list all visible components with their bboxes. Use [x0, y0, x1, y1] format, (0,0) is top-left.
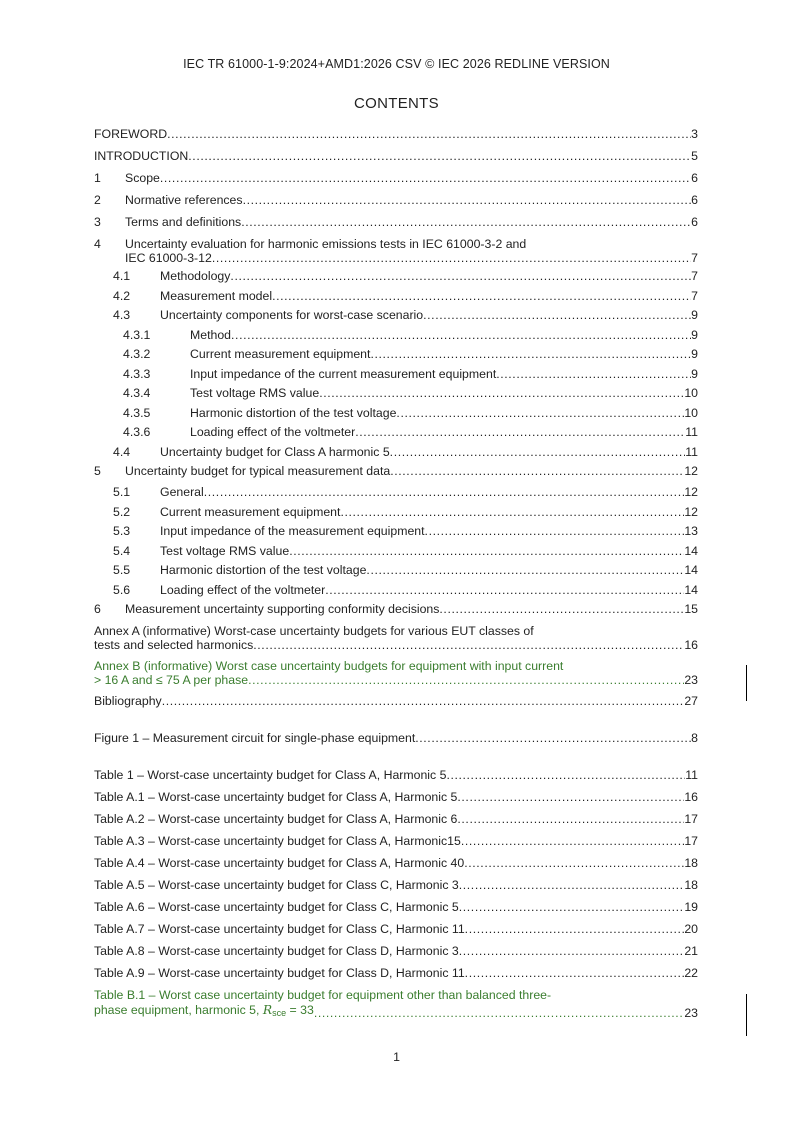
toc-entry-title: Loading effect of the voltmeter	[190, 425, 356, 439]
toc-entry-line	[94, 659, 698, 674]
toc-section-number: 4.3.5	[123, 405, 151, 420]
toc-leader	[459, 900, 685, 915]
toc-entry-title-line1: Table B.1 – Worst case uncertainty budget for equipment other than balanced three-	[94, 988, 552, 1002]
toc-page-number: 19	[684, 900, 698, 914]
toc-entry-title: Loading effect of the voltmeter	[160, 582, 326, 597]
toc-entry-title-line2: IEC 61000-3-12	[125, 251, 212, 265]
toc-entry-4-3-6[interactable]	[94, 425, 698, 440]
toc-section-number: 5.2	[113, 504, 131, 519]
toc-leader	[396, 406, 684, 421]
table-of-contents	[94, 125, 698, 1020]
toc-entry-line	[94, 624, 698, 639]
toc-entry-foreword[interactable]	[94, 127, 698, 142]
toc-page-number: 10	[684, 386, 698, 400]
toc-entry-title: FOREWORD	[94, 127, 168, 141]
toc-page-number: 18	[684, 856, 698, 870]
toc-entry-table-a8[interactable]	[94, 944, 698, 959]
toc-leader	[253, 639, 684, 652]
toc-page-number: 11	[685, 444, 698, 459]
toc-entry-title: Table A.6 – Worst-case uncertainty budget for Class C, Harmonic 5	[94, 900, 459, 914]
toc-entry-title: Input impedance of the measurement equipment	[160, 524, 425, 538]
toc-entry-title: Test voltage RMS value	[160, 543, 290, 558]
toc-page-number: 12	[684, 485, 698, 499]
toc-page-number: 7	[691, 269, 698, 283]
toc-section-number: 5.3	[113, 524, 131, 538]
toc-entry-title: Table 1 – Worst-case uncertainty budget for Class A, Harmonic 5	[94, 768, 447, 782]
toc-page-number: 9	[691, 366, 698, 381]
toc-entry-table-a5[interactable]	[94, 878, 698, 893]
toc-page-number: 5	[691, 149, 698, 163]
toc-section-number: 2	[94, 193, 101, 207]
toc-entry-table-a9[interactable]	[94, 966, 698, 981]
toc-entry-title-line2: tests and selected harmonics	[94, 638, 254, 652]
toc-entry-title: Uncertainty components for worst-case scenario	[160, 308, 424, 322]
toc-leader	[230, 269, 691, 284]
change-bar	[746, 994, 747, 1036]
toc-entry-title: Uncertainty budget for Class A harmonic 5	[160, 444, 390, 459]
toc-leader	[465, 922, 685, 937]
toc-entry-table-a3[interactable]	[94, 834, 698, 849]
toc-leader	[355, 425, 685, 440]
toc-page-number: 20	[684, 922, 698, 936]
toc-leader	[167, 127, 691, 142]
toc-entry-title: Current measurement equipment	[190, 347, 371, 361]
toc-entry-title-line2	[94, 1003, 314, 1020]
toc-page-number: 7	[691, 251, 698, 265]
toc-leader	[457, 790, 684, 805]
toc-section-number: 4.4	[113, 444, 131, 459]
toc-entry-table-a7[interactable]	[94, 922, 698, 937]
toc-entry-table-b1[interactable]	[94, 988, 698, 1020]
toc-entry-4-2[interactable]	[94, 289, 698, 304]
toc-entry-title: Harmonic distortion of the test voltage	[160, 563, 367, 577]
toc-entry-introduction[interactable]	[94, 149, 698, 164]
toc-section-number: 6	[94, 602, 101, 616]
toc-page-number: 6	[691, 215, 698, 229]
toc-entry-line	[94, 252, 698, 265]
toc-section-number: 5.5	[113, 563, 131, 577]
toc-entry-6[interactable]	[94, 602, 698, 617]
toc-entry-table-a4[interactable]	[94, 856, 698, 871]
toc-entry-line	[94, 674, 698, 687]
toc-entry-4-3-1[interactable]	[94, 328, 698, 343]
toc-entry-title-line1: Uncertainty evaluation for harmonic emissions tests in IEC 61000-3-2 and	[125, 237, 527, 251]
toc-entry-line	[94, 639, 698, 652]
toc-section-number: 1	[94, 171, 101, 185]
toc-entry-title: Harmonic distortion of the test voltage	[190, 405, 397, 420]
toc-entry-title: INTRODUCTION	[94, 149, 189, 163]
toc-entry-4-3-2[interactable]	[94, 347, 698, 362]
toc-leader	[457, 812, 684, 827]
toc-leader	[370, 347, 691, 362]
toc-entry-line	[94, 237, 698, 252]
toc-page-number: 16	[684, 790, 698, 804]
toc-entry-title: Methodology	[160, 269, 231, 283]
toc-entry-5[interactable]	[94, 464, 698, 479]
toc-leader	[319, 386, 684, 401]
toc-entry-4-3-3[interactable]	[94, 367, 698, 382]
toc-page-number: 6	[691, 193, 698, 207]
toc-leader	[289, 544, 684, 559]
toc-leader	[204, 485, 685, 500]
toc-entry-4-1[interactable]	[94, 269, 698, 284]
toc-section-number: 4.3.1	[123, 327, 151, 342]
toc-section-number: 4	[94, 237, 101, 251]
toc-entry-title: Table A.7 – Worst-case uncertainty budget for Class C, Harmonic 11	[94, 922, 465, 936]
toc-page-number: 9	[691, 308, 698, 322]
toc-entry-table-a2[interactable]	[94, 812, 698, 827]
toc-entry-title: Table A.1 – Worst-case uncertainty budget for Class A, Harmonic 5	[94, 790, 458, 804]
toc-leader	[390, 464, 684, 479]
toc-page-number: 13	[684, 524, 698, 538]
toc-page-number: 27	[684, 694, 698, 708]
toc-page-number: 22	[684, 966, 698, 980]
toc-entry-4-4[interactable]	[94, 445, 698, 460]
toc-entry-title-prefix: phase equipment, harmonic 5,	[94, 1003, 263, 1017]
toc-page-number: 14	[684, 563, 698, 577]
toc-section-number: 3	[94, 215, 101, 229]
toc-leader	[248, 674, 684, 687]
toc-entry-title-line1: Annex B (informative) Worst case uncertainty budgets for equipment with input current	[94, 659, 564, 673]
toc-page-number: 9	[691, 347, 698, 361]
toc-section-number: 4.3.2	[123, 347, 151, 361]
toc-leader	[461, 834, 685, 849]
page-header: IEC TR 61000-1-9:2024+AMD1:2026 CSV © IEC 2026 REDLINE VERSION	[183, 57, 610, 71]
toc-page-number: 15	[684, 602, 698, 616]
toc-page-number: 14	[684, 543, 698, 558]
toc-entry-title-line1: Annex A (informative) Worst-case uncertainty budgets for various EUT classes of	[94, 624, 534, 638]
toc-entry-title: Bibliography	[94, 694, 162, 708]
toc-page-number: 7	[691, 288, 698, 303]
toc-leader	[415, 731, 691, 746]
page-number-footer: 1	[393, 1050, 400, 1064]
toc-leader	[459, 944, 685, 959]
toc-entry-5-2[interactable]	[94, 505, 698, 520]
toc-entry-bibliography[interactable]	[94, 694, 698, 709]
toc-entry-figure-1[interactable]	[94, 731, 698, 746]
toc-page-number: 6	[691, 171, 698, 185]
toc-entry-annex-b[interactable]	[94, 659, 698, 687]
toc-entry-title: Input impedance of the current measurement equipment	[190, 366, 497, 381]
toc-leader	[314, 1006, 684, 1020]
toc-entry-5-3[interactable]	[94, 524, 698, 539]
toc-leader	[241, 215, 691, 230]
toc-leader	[162, 694, 685, 709]
toc-leader	[160, 171, 691, 186]
toc-entry-title: Current measurement equipment	[160, 504, 341, 519]
toc-entry-4-3-5[interactable]	[94, 406, 698, 421]
toc-leader	[212, 252, 691, 265]
toc-page-number: 21	[684, 944, 698, 958]
toc-entry-terms-definitions[interactable]	[94, 215, 698, 230]
toc-section-number: 5.4	[113, 543, 131, 558]
toc-page-number: 23	[684, 673, 698, 687]
toc-page-number: 16	[684, 638, 698, 652]
toc-section-number: 5.6	[113, 582, 131, 597]
toc-entry-5-1[interactable]	[94, 485, 698, 500]
toc-page-number: 11	[685, 768, 698, 782]
toc-leader	[243, 193, 692, 208]
toc-leader	[439, 602, 684, 617]
toc-entry-5-5[interactable]	[94, 563, 698, 578]
toc-page-number: 8	[691, 731, 698, 745]
toc-entry-table-1[interactable]	[94, 768, 698, 783]
toc-leader	[425, 524, 685, 539]
toc-entry-annex-a[interactable]	[94, 624, 698, 652]
toc-entry-title: General	[160, 485, 204, 499]
toc-section-number: 4.3	[113, 308, 131, 322]
toc-entry-title: Table A.9 – Worst-case uncertainty budget for Class D, Harmonic 11	[94, 966, 465, 980]
toc-entry-uncertainty-evaluation[interactable]	[94, 237, 698, 265]
toc-entry-title: Measurement model	[160, 288, 273, 303]
toc-leader	[390, 445, 686, 460]
toc-leader	[459, 878, 685, 893]
toc-leader	[325, 583, 684, 598]
toc-entry-title: Method	[190, 327, 232, 342]
toc-entry-title: Table A.4 – Worst-case uncertainty budget for Class A, Harmonic 40	[94, 856, 465, 870]
toc-page-number: 17	[684, 834, 698, 848]
toc-page-number: 3	[691, 127, 698, 141]
toc-leader	[366, 563, 684, 578]
toc-entry-title: Figure 1 – Measurement circuit for single-phase equipment	[94, 731, 416, 745]
toc-page-number: 12	[684, 464, 698, 478]
change-bar	[746, 665, 747, 701]
toc-entry-title: Table A.8 – Worst-case uncertainty budget for Class D, Harmonic 3	[94, 944, 459, 958]
toc-page-number: 18	[684, 878, 698, 892]
toc-entry-title: Table A.5 – Worst-case uncertainty budget for Class C, Harmonic 3	[94, 878, 459, 892]
toc-entry-normative-references[interactable]	[94, 193, 698, 208]
variable-r: R	[262, 1003, 273, 1017]
toc-page-number: 14	[684, 582, 698, 597]
toc-leader	[496, 367, 691, 382]
toc-leader	[231, 328, 691, 343]
toc-leader	[423, 308, 691, 323]
toc-page-number: 9	[691, 327, 698, 342]
toc-leader	[272, 289, 691, 304]
toc-section-number: 4.3.6	[123, 425, 151, 439]
toc-entry-4-3-4[interactable]	[94, 386, 698, 401]
toc-entry-5-6[interactable]	[94, 583, 698, 598]
toc-entry-table-a1[interactable]	[94, 790, 698, 805]
toc-leader	[446, 768, 685, 783]
toc-entry-line	[94, 988, 698, 1003]
toc-page-number: 23	[684, 1006, 698, 1020]
toc-section-number: 4.1	[113, 269, 131, 283]
toc-section-number: 5.1	[113, 485, 131, 499]
toc-entry-title: Scope	[125, 171, 160, 185]
toc-leader	[464, 856, 684, 871]
toc-entry-title: Table A.2 – Worst-case uncertainty budget for Class A, Harmonic 6	[94, 812, 458, 826]
toc-entry-title: Normative references	[125, 193, 243, 207]
toc-section-number: 5	[94, 464, 101, 478]
toc-entry-table-a6[interactable]	[94, 900, 698, 915]
page-title: CONTENTS	[354, 95, 439, 112]
toc-leader	[188, 149, 691, 164]
toc-entry-title-suffix: = 33	[286, 1003, 314, 1017]
toc-section-number: 4.3.3	[123, 366, 151, 381]
toc-page-number: 12	[684, 504, 698, 519]
toc-entry-title: Measurement uncertainty supporting conformity decisions	[125, 602, 440, 616]
toc-entry-title-line2: > 16 A and ≤ 75 A per phase	[94, 673, 249, 687]
toc-entry-title: Table A.3 – Worst-case uncertainty budget for Class A, Harmonic15	[94, 834, 461, 848]
toc-entry-scope[interactable]	[94, 171, 698, 186]
toc-entry-title: Test voltage RMS value	[190, 386, 320, 400]
toc-section-number: 4.2	[113, 288, 131, 303]
toc-leader	[465, 966, 685, 981]
toc-page-number: 11	[685, 425, 698, 439]
toc-entry-line	[94, 1003, 698, 1020]
toc-leader	[340, 505, 684, 520]
toc-page-number: 10	[684, 405, 698, 420]
toc-entry-5-4[interactable]	[94, 544, 698, 559]
toc-entry-4-3[interactable]	[94, 308, 698, 323]
toc-page-number: 17	[684, 812, 698, 826]
toc-section-number: 4.3.4	[123, 386, 151, 400]
toc-entry-title: Uncertainty budget for typical measurement data	[125, 464, 391, 478]
toc-entry-title: Terms and definitions	[125, 215, 242, 229]
variable-subscript: sce	[272, 1008, 287, 1018]
